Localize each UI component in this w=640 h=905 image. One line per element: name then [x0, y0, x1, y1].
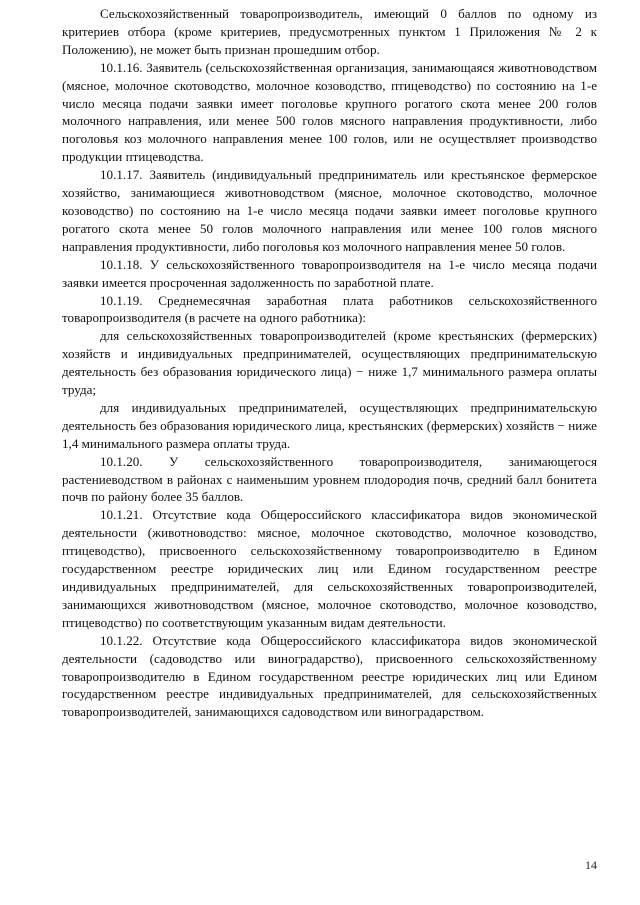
page-number: 14 — [585, 858, 597, 872]
document-page — [62, 5, 597, 721]
paragraph-10-1-19-b: для индивидуальных предпринимателей, осуществляющих предпринимательскую деятельность без образования юридического лица, крестьянских (фермерских) хозяйств − ниже 1,4 минимального размера оплаты труда. — [62, 399, 597, 451]
paragraph-10-1-16: 10.1.16. Заявитель (сельскохозяйственная организация, занимающаяся животноводством (мясное, молочное скотоводство, молочное козоводство, птицеводство) по состоянию на 1-е число месяца подачи заявки имеет поголовье крупного рогатого скота менее 200 голов молочного направления, или менее 500 голов мясного направления продуктивности, либо поголовья коз молочного направления менее 100 голов, или не осуществляет производство продукции птицеводства. — [62, 59, 597, 165]
paragraph-10-1-22: 10.1.22. Отсутствие кода Общероссийского классификатора видов экономической деятельности (садоводство или виноградарство), присвоенного сельскохозяйственному товаропроизводителю в Едином государственном реестре юридических лиц или Едином государственном реестре индивидуальных предпринимателей, для сельскохозяйственных товаропроизводителей, занимающихся садоводством или виноградарством. — [62, 632, 597, 720]
paragraph-10-1-17: 10.1.17. Заявитель (индивидуальный предприниматель или крестьянское фермерское хозяйство, занимающиеся животноводством (мясное, молочное скотоводство, молочное козоводство) по состоянию на 1-е число месяца подачи заявки имеет поголовье крупного рогатого скота менее 50 голов молочного направления или менее 100 голов мясного направления продуктивности, либо поголовья коз молочного направления менее 50 голов. — [62, 167, 597, 254]
paragraph-10-1-20: 10.1.20. У сельскохозяйственного товаропроизводителя, занимающегося растениеводством в районах с наименьшим уровнем плодородия почв, средний балл бонитета почв по району более 35 баллов. — [62, 453, 597, 505]
paragraph-10-1-18: 10.1.18. У сельскохозяйственного товаропроизводителя на 1-е число месяца подачи заявки имеется просроченная задолженность по заработной плате. — [62, 256, 597, 290]
paragraph-10-1-19: 10.1.19. Среднемесячная заработная плата работников сельскохозяйственного товаропроизводителя (в расчете на одного работника): — [62, 292, 597, 326]
paragraph-10-1-19-a: для сельскохозяйственных товаропроизводителей (кроме крестьянских (фермерских) хозяйств и индивидуальных предпринимателей, осуществляющих предпринимательскую деятельность без образования юридического лица) − ниже 1,7 минимального размера оплаты труда; — [62, 328, 597, 398]
paragraph-intro: Сельскохозяйственный товаропроизводитель, имеющий 0 баллов по одному из критериев отбора (кроме критериев, предусмотренных пунктом 1 Приложения № 2 к Положению), не может быть признан прошедшим отбор. — [62, 6, 597, 57]
paragraph-10-1-21: 10.1.21. Отсутствие кода Общероссийского классификатора видов экономической деятельности (животноводство: мясное, молочное скотоводство, молочное козоводство, птицеводство), присвоенного сельскохозяйственному товаропроизводителю в Едином государственном реестре юридических лиц или Едином государственном реестре индивидуальных предпринимателей, для сельскохозяйственных товаропроизводителей, занимающихся животноводством (мясное, молочное скотоводство, молочное козоводство, птицеводство) по соответствующим указанным видам деятельности. — [62, 507, 597, 630]
